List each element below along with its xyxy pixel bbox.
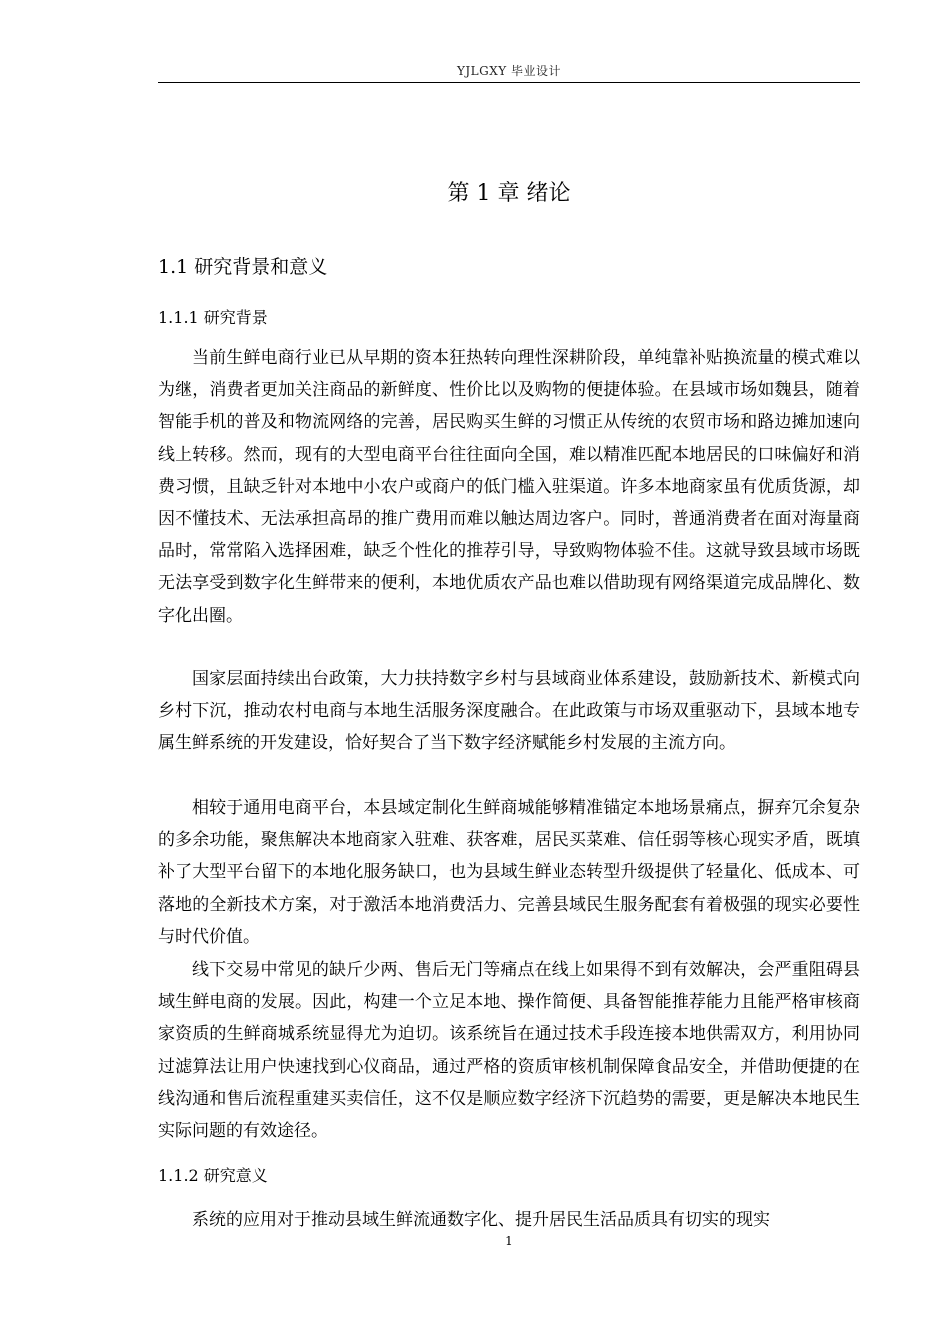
subsection-heading-background: 1.1.1 研究背景 (158, 308, 268, 327)
paragraph: 当前生鲜电商行业已从早期的资本狂热转向理性深耕阶段，单纯靠补贴换流量的模式难以为继，消费者更加关注商品的新鲜度、性价比以及购物的便捷体验。在县域市场如魏县，随着智能手机的普及和物流网络的完善，居民购买生鲜的习惯正从传统的农贸市场和路边摊加速向线上转移。然而，现有的大型电商平台往往面向全国，难以精准匹配本地居民的口味偏好和消费习惯，且缺乏针对本地中小农户或商户的低门槛入驻渠道。许多本地商家虽有优质货源，却因不懂技术、无法承担高昂的推广费用而难以触达周边客户。同时，普通消费者在面对海量商品时，常常陷入选择困难，缺乏个性化的推荐引导，导致购物体验不佳。这就导致县域市场既无法享受到数字化生鲜带来的便利，本地优质农产品也难以借助现有网络渠道完成品牌化、数字化出圈。 (158, 348, 860, 626)
section-heading: 1.1 研究背景和意义 (158, 256, 328, 278)
paragraph: 国家层面持续出台政策，大力扶持数字乡村与县域商业体系建设，鼓励新技术、新模式向乡村下沉，推动农村电商与本地生活服务深度融合。在此政策与市场双重驱动下，县域本地专属生鲜系统的开发建设，恰好契合了当下数字经济赋能乡村发展的主流方向。 (158, 669, 860, 754)
header-rule (158, 82, 860, 83)
paragraph: 系统的应用对于推动县域生鲜流通数字化、提升居民生活品质具有切实的现实 (192, 1210, 770, 1230)
page-number: 1 (505, 1234, 513, 1248)
running-header: YJLGXY 毕业设计 (456, 64, 562, 78)
paragraph: 相较于通用电商平台，本县域定制化生鲜商城能够精准锚定本地场景痛点，摒弃冗余复杂的多余功能，聚焦解决本地商家入驻难、获客难，居民买菜难、信任弱等核心现实矛盾，既填补了大型平台留下的本地化服务缺口，也为县域生鲜业态转型升级提供了轻量化、低成本、可落地的全新技术方案，对于激活本地消费活力、完善县域民生服务配套有着极强的现实必要性与时代价值。 (158, 798, 860, 947)
subsection-heading-significance: 1.1.2 研究意义 (158, 1166, 268, 1185)
paragraph: 线下交易中常见的缺斤少两、售后无门等痛点在线上如果得不到有效解决，会严重阻碍县域生鲜电商的发展。因此，构建一个立足本地、操作简便、具备智能推荐能力且能严格审核商家资质的生鲜商城系统显得尤为迫切。该系统旨在通过技术手段连接本地供需双方，利用协同过滤算法让用户快速找到心仪商品，通过严格的资质审核机制保障食品安全，并借助便捷的在线沟通和售后流程重建买卖信任，这不仅是顺应数字经济下沉趋势的需要，更是解决本地民生实际问题的有效途径。 (158, 960, 860, 1142)
chapter-title: 第 1 章 绪论 (447, 181, 571, 206)
